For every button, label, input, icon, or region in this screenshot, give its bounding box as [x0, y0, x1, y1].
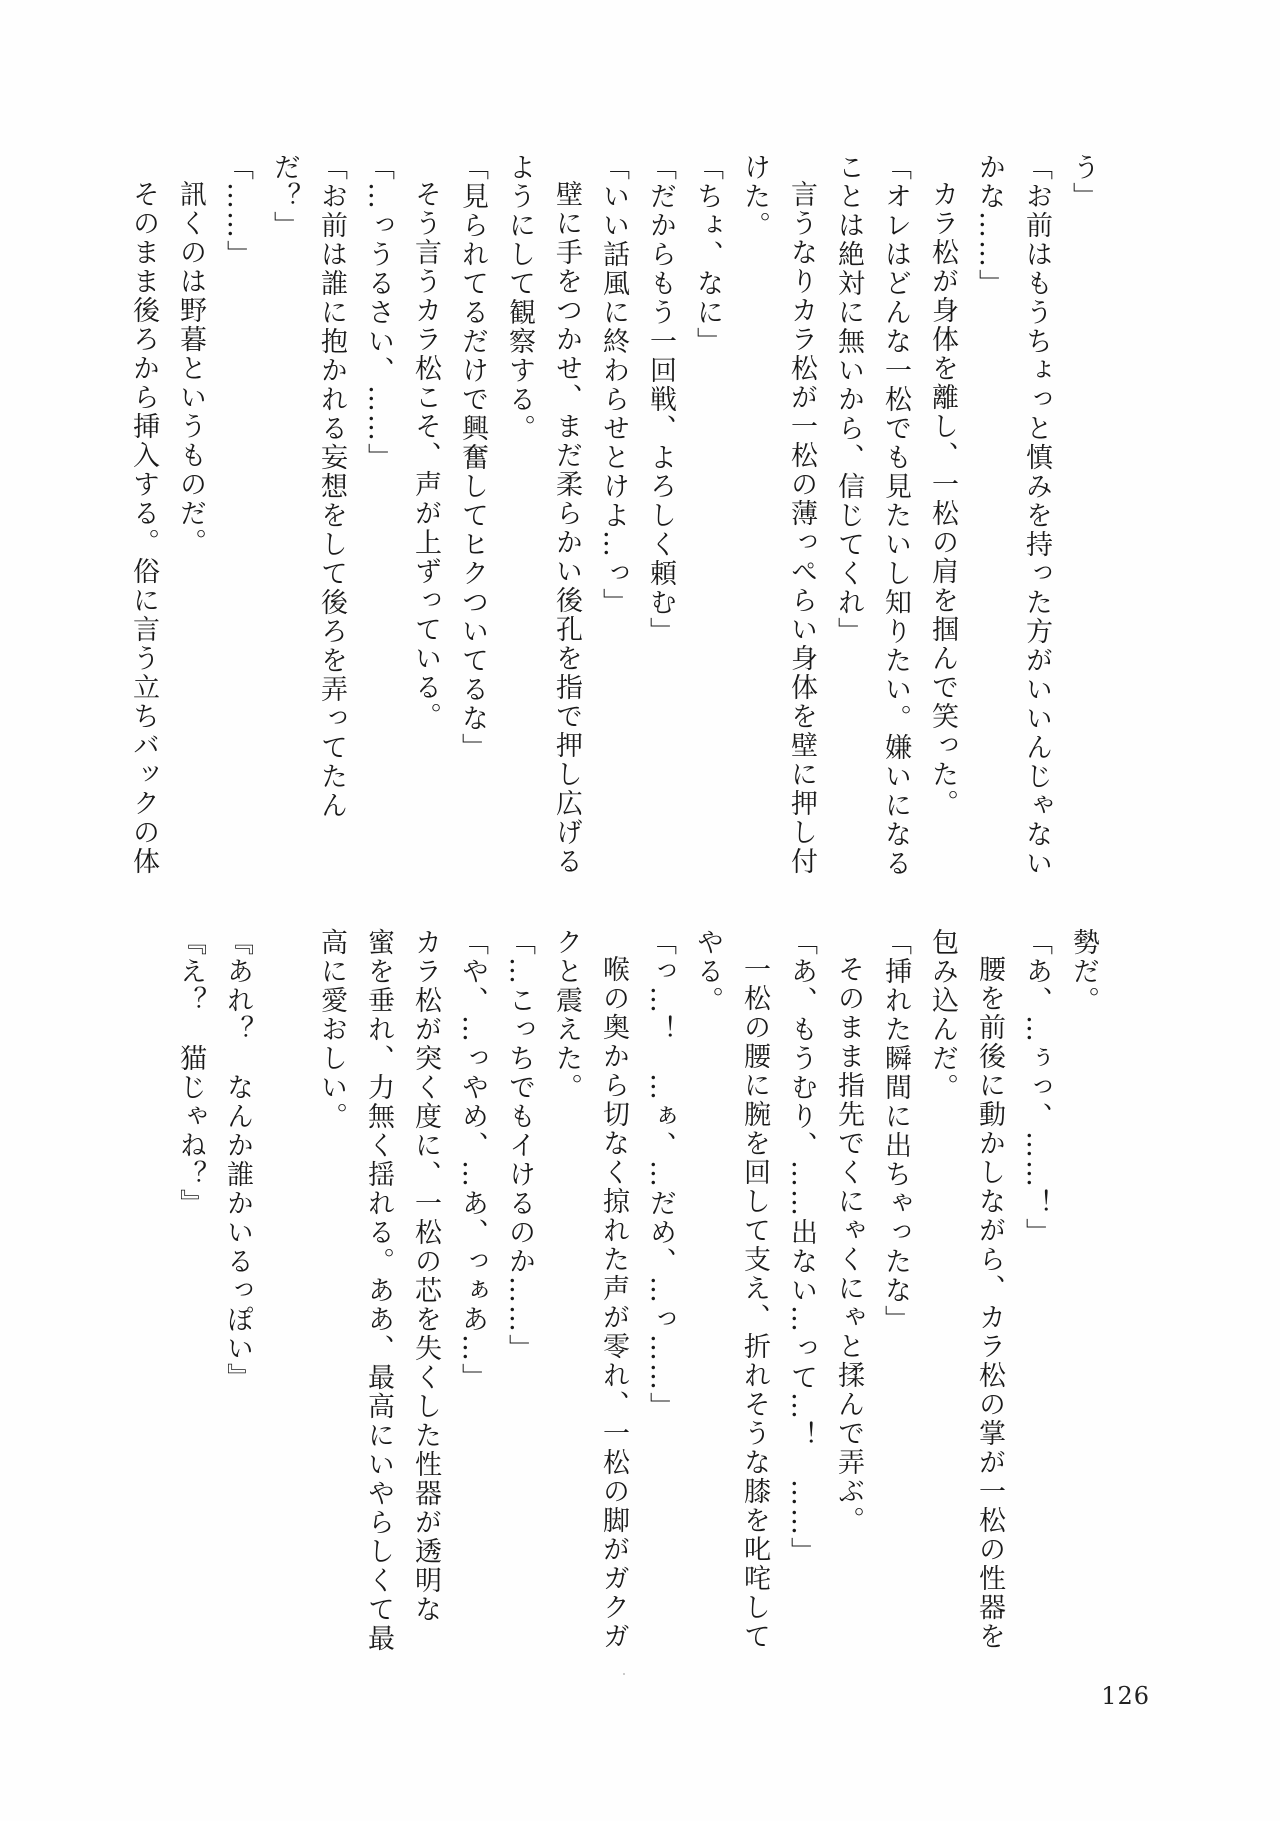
text-line: 「見られてるだけで興奮してヒクついてるな」 [457, 153, 488, 762]
text-line: 「だからもう一回戦、よろしく頼む」 [645, 153, 676, 646]
text-line: 腰を前後に動かしながら、カラ松の掌が一松の性器を [974, 955, 1005, 1651]
text-line: ようにして観察する。 [504, 153, 535, 443]
text-line: 喉の奥から切なく掠れた声が零れ、一松の脚がガクガ [598, 955, 629, 1651]
text-line: 高に愛おしい。 [316, 928, 347, 1131]
text-line: 「ちょ、なに」 [692, 153, 723, 356]
text-line: けた。 [739, 153, 770, 240]
text-line: 「っ…！ …ぁ、…だめ、…っ……」 [645, 928, 676, 1421]
text-line: 「…っうるさい、……」 [363, 153, 394, 472]
text-line: 「……」 [222, 153, 253, 269]
text-line [261, 928, 308, 1628]
paper-speck [623, 1673, 625, 1675]
text-block-top [120, 153, 1107, 878]
text-line: 訊くのは野暮というものだ。 [175, 180, 206, 557]
text-line: 一松の腰に腕を回して支え、折れそうな膝を叱咤して [739, 955, 770, 1651]
text-line: う」 [1068, 153, 1099, 211]
text-line: かな……」 [974, 153, 1005, 298]
text-line: 包み込んだ。 [927, 928, 958, 1102]
page-number: 126 [1101, 1682, 1150, 1710]
text-line: 「…こっちでもイけるのか……」 [504, 928, 535, 1363]
text-line: 「あ、…ぅっ、……！」 [1021, 928, 1052, 1247]
text-line: 「お前は誰に抱かれる妄想をして後ろを弄ってたん [316, 153, 347, 820]
text-line: カラ松が突く度に、一松の芯を失くした性器が透明な [410, 928, 441, 1624]
text-line: ことは絶対に無いから、信じてくれ」 [833, 153, 864, 646]
text-line: そのまま後ろから挿入する。俗に言う立ちバックの体 [128, 180, 159, 876]
text-line: 「いい話風に終わらせとけよ…っ」 [598, 153, 629, 617]
text-line: 『え？ 猫じゃね？』 [175, 928, 206, 1218]
text-line: カラ松が身体を離し、一松の肩を掴んで笑った。 [927, 180, 958, 818]
text-line: 「お前はもうちょっと慎みを持った方がいいんじゃない [1021, 153, 1052, 878]
text-line: だ？」 [269, 153, 300, 240]
text-line: そのまま指先でくにゃくにゃと揉んで弄ぶ。 [833, 955, 864, 1535]
text-line: クと震えた。 [551, 928, 582, 1102]
text-line: 勢だ。 [1068, 928, 1099, 1015]
text-line: 『あれ？ なんか誰かいるっぽい』 [222, 928, 253, 1392]
text-line: 「や、…っやめ、…あ、っぁあ…」 [457, 928, 488, 1392]
text-line: 壁に手をつかせ、まだ柔らかい後孔を指で押し広げる [551, 180, 582, 876]
text-line: 蜜を垂れ、力無く揺れる。ああ、最高にいやらしくて最 [363, 928, 394, 1653]
text-line: 言うなりカラ松が一松の薄っぺらい身体を壁に押し付 [786, 180, 817, 876]
text-block-bottom [167, 928, 1107, 1653]
text-line: 「あ、もうむり、……出ない…って…！ ……」 [786, 928, 817, 1566]
text-line: 「オレはどんな一松でも見たいし知りたい。嫌いになる [880, 153, 911, 878]
text-line: そう言うカラ松こそ、声が上ずっている。 [410, 180, 441, 731]
text-line: 「挿れた瞬間に出ちゃったな」 [880, 928, 911, 1334]
text-line: やる。 [692, 928, 723, 1015]
